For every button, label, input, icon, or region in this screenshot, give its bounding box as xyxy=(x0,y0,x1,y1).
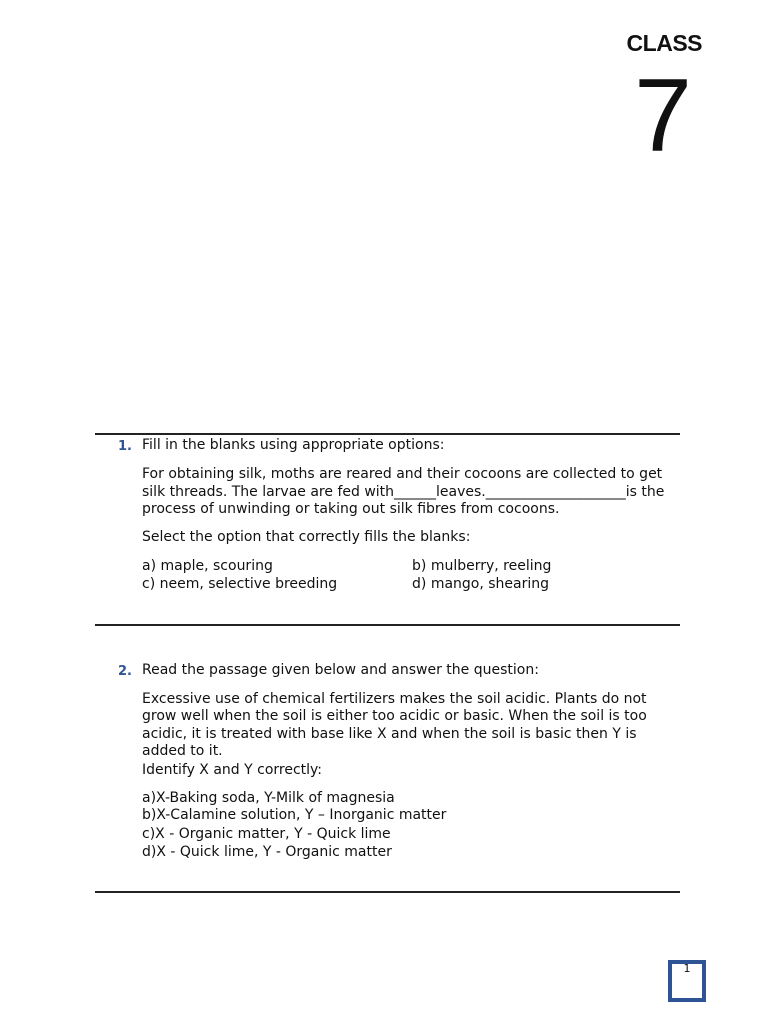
option-label: d) xyxy=(412,576,427,592)
option-label: a) xyxy=(142,558,157,574)
question-2-option-b xyxy=(142,807,446,823)
question-1-instruction: Select the option that correctly fills the blanks: xyxy=(142,529,471,545)
question-1-option-c xyxy=(142,576,337,592)
question-1-passage-line: For obtaining silk, moths are reared and their cocoons are collected to get xyxy=(142,466,663,482)
question-2-passage-line: added to it. xyxy=(142,743,223,759)
question-2-option-d xyxy=(142,844,392,860)
option-text: X-Calamine solution, Y – Inorganic matter xyxy=(156,807,447,823)
question-1-option-d xyxy=(412,576,549,592)
option-text: X-Baking soda, Y-Milk of magnesia xyxy=(156,790,395,806)
question-1-prompt: Fill in the blanks using appropriate options: xyxy=(142,437,445,453)
class-number: 7 xyxy=(634,58,692,174)
option-text: neem, selective breeding xyxy=(159,576,338,592)
option-text: X - Organic matter, Y - Quick lime xyxy=(155,826,391,842)
question-2-passage-line: Identify X and Y correctly: xyxy=(142,762,323,778)
question-1-passage-line: silk threads. The larvae are fed with______leaves.____________________is the xyxy=(142,484,665,500)
option-text: maple, scouring xyxy=(160,558,273,574)
top-rule xyxy=(95,433,680,435)
option-text: X - Quick lime, Y - Organic matter xyxy=(156,844,392,860)
question-2-option-c xyxy=(142,826,391,842)
question-2-number: 2. xyxy=(118,664,132,679)
question-2-passage-line: grow well when the soil is either too acidic or basic. When the soil is too xyxy=(142,708,647,724)
option-label: b) xyxy=(142,807,157,823)
question-2-passage-line: Excessive use of chemical fertilizers makes the soil acidic. Plants do not xyxy=(142,691,647,707)
question-1-option-b xyxy=(412,558,551,574)
option-text: mango, shearing xyxy=(430,576,550,592)
option-label: a) xyxy=(142,790,157,806)
option-text: mulberry, reeling xyxy=(430,558,552,574)
option-label: c) xyxy=(142,826,156,842)
question-2-prompt: Read the passage given below and answer the question: xyxy=(142,662,539,678)
bottom-rule xyxy=(95,891,680,893)
page-number: 1 xyxy=(683,962,691,975)
class-label: CLASS xyxy=(626,30,702,56)
option-label: b) xyxy=(412,558,427,574)
question-2-passage-line: acidic, it is treated with base like X and when the soil is basic then Y is xyxy=(142,726,637,742)
middle-rule xyxy=(95,624,680,626)
question-1-option-a xyxy=(142,558,273,574)
question-1-passage-line: process of unwinding or taking out silk fibres from cocoons. xyxy=(142,501,560,517)
option-label: d) xyxy=(142,844,157,860)
question-2-option-a xyxy=(142,790,395,806)
option-label: c) xyxy=(142,576,156,592)
question-1-number: 1. xyxy=(118,439,132,454)
page-number-box xyxy=(668,960,706,1002)
